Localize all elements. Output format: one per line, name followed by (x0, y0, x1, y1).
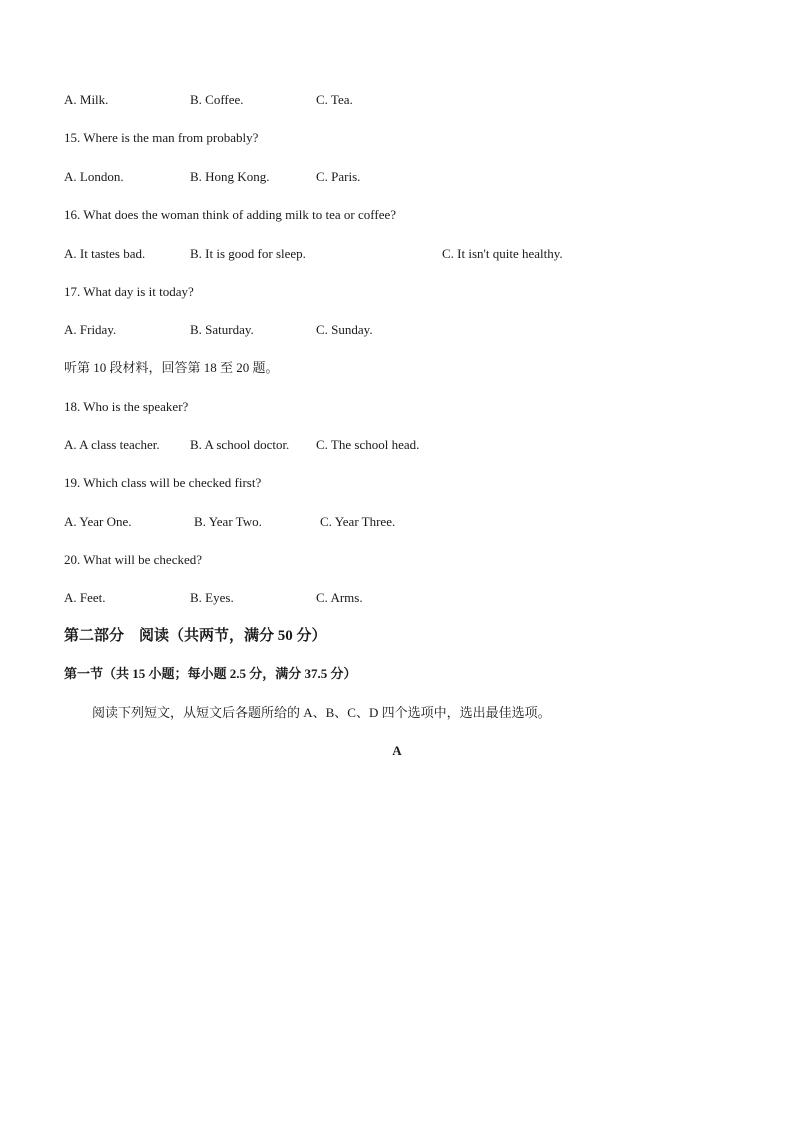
q18-option-b: B. A school doctor. (190, 437, 290, 452)
part-two-title: 第二部分 阅读（共两节，满分 50 分） (64, 628, 327, 644)
question-20: 20. What will be checked? (64, 552, 203, 567)
q18-option-a: A. A class teacher. (64, 437, 160, 452)
question-19: 19. Which class will be checked first? (64, 475, 262, 490)
q19-option-c: C. Year Three. (320, 514, 396, 529)
question-15: 15. Where is the man from probably? (64, 130, 259, 145)
q20-option-b: B. Eyes. (190, 590, 234, 605)
question-18: 18. Who is the speaker? (64, 399, 189, 414)
q17-option-a: A. Friday. (64, 322, 117, 337)
q19-option-a: A. Year One. (64, 514, 132, 529)
q16-option-c: C. It isn't quite healthy. (442, 246, 563, 261)
q14-option-c: C. Tea. (316, 92, 353, 107)
subsection-one-title: 第一节（共 15 小题；每小题 2.5 分，满分 37.5 分） (64, 666, 357, 681)
q15-option-c: C. Paris. (316, 169, 361, 184)
q14-option-b: B. Coffee. (190, 92, 244, 107)
listening-instruction: 听第 10 段材料，回答第 18 至 20 题。 (64, 360, 279, 375)
q17-option-b: B. Saturday. (190, 322, 254, 337)
q19-option-b: B. Year Two. (194, 514, 262, 529)
q20-option-a: A. Feet. (64, 590, 106, 605)
q16-option-b: B. It is good for sleep. (190, 246, 306, 261)
q20-option-c: C. Arms. (316, 590, 363, 605)
q15-option-b: B. Hong Kong. (190, 169, 270, 184)
passage-label: A (392, 743, 402, 758)
q18-option-c: C. The school head. (316, 437, 420, 452)
q16-option-a: A. It tastes bad. (64, 246, 146, 261)
q17-option-c: C. Sunday. (316, 322, 373, 337)
reading-directions: 阅读下列短文，从短文后各题所给的 A、B、C、D 四个选项中，选出最佳选项。 (92, 705, 551, 720)
q15-option-a: A. London. (64, 169, 124, 184)
question-16: 16. What does the woman think of adding milk to tea or coffee? (64, 207, 397, 222)
question-17: 17. What day is it today? (64, 284, 194, 299)
q14-option-a: A. Milk. (64, 92, 109, 107)
